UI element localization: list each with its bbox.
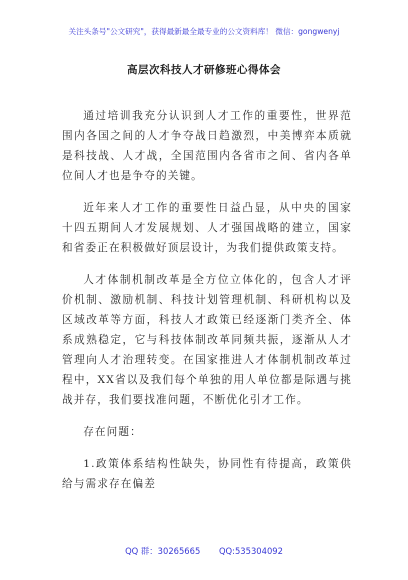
document-body — [62, 106, 352, 506]
paragraph-1: 通过培训我充分认识到人才工作的重要性，世界范围内各国之间的人才争夺战日趋激烈，中美博弈本质就是科技战、人才战，全国范围内各省市之间、省内各单位间人才也是争夺的关键。 — [62, 110, 352, 182]
paragraph-3: 人才体制机制改革是全方位立体化的，包含人才评价机制、激励机制、科技计划管理机制、科研机构以及区域改革等方面，科技人才政策已经逐渐门类齐全、体系成熟稳定，它与科技体制改革同频共振，逐渐从人才管理向人才治理转变。在国家推进人才体制机制改革过程中，XX省以及我们每个单独的用人单位都是际遇与挑战并存，我们要找准问题，不断优化引才工作。 — [62, 274, 352, 406]
paragraph-2: 近年来人才工作的重要性日益凸显，从中央的国家十四五期间人才发展规划、人才强国战略的建立，国家和省委正在积极做好顶层设计，为我们提供政策支持。 — [62, 202, 352, 254]
header-banner: 关注头条号"公文研究"，获得最新最全最专业的公文资料库！ 微信：gongwenyj — [68, 27, 340, 36]
footer-contact — [0, 545, 408, 557]
footer-qq-group: QQ 群：30265665 — [125, 546, 201, 556]
document-title: 高层次科技人才研修班心得体会 — [127, 64, 281, 76]
paragraph-issue-1: 1.政策体系结构性缺失，协同性有待提高，政策供给与需求存在偏差 — [62, 458, 352, 490]
paragraph-issues-heading: 存在问题： — [83, 426, 142, 438]
footer-qq-number: QQ:535304092 — [218, 546, 283, 556]
